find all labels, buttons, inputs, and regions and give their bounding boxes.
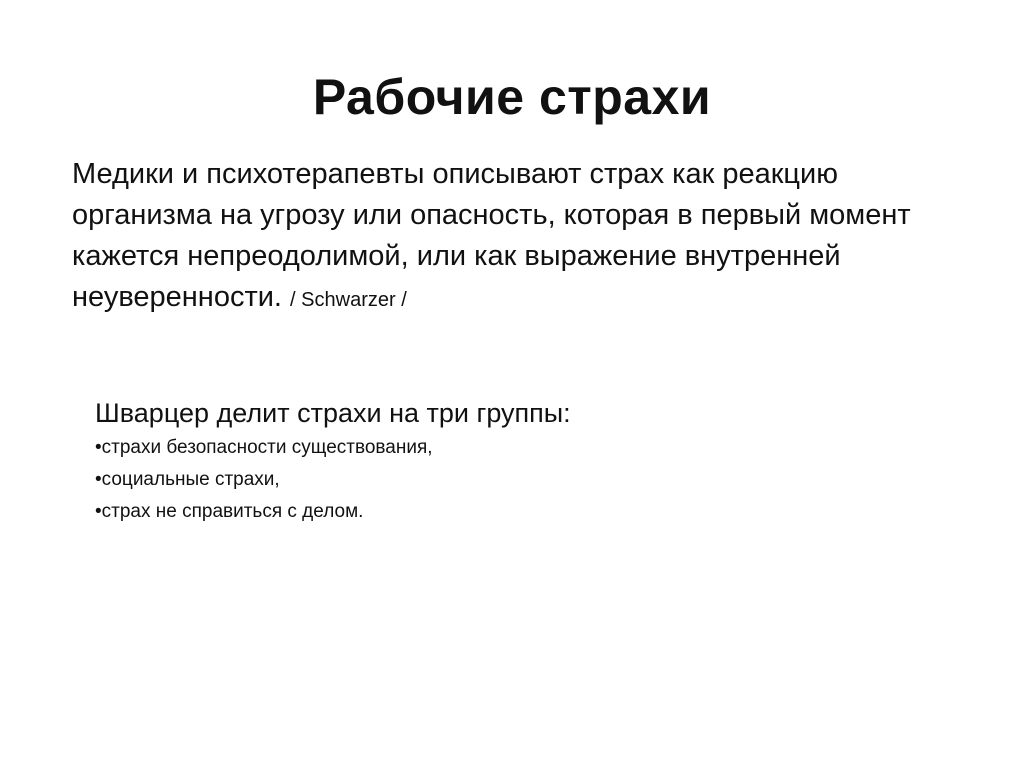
fear-groups xyxy=(95,394,915,528)
definition-text: Медики и психотерапевты описывают страх как реакцию организма на угрозу или опасность, которая в первый момент кажется непреодолимой, или как выражение внутренней неуверенности. xyxy=(72,158,911,313)
definition-paragraph xyxy=(72,154,952,321)
groups-heading: Шварцер делит страхи на три группы: xyxy=(95,398,571,428)
list-item: •страх не справиться с делом. xyxy=(95,501,364,522)
list-item: •страхи безопасности существования, xyxy=(95,437,433,458)
citation: / Schwarzer / xyxy=(290,289,407,311)
groups-list xyxy=(95,432,915,528)
slide-title: Рабочие страхи xyxy=(312,69,712,125)
list-item: •социальные страхи, xyxy=(95,469,280,490)
